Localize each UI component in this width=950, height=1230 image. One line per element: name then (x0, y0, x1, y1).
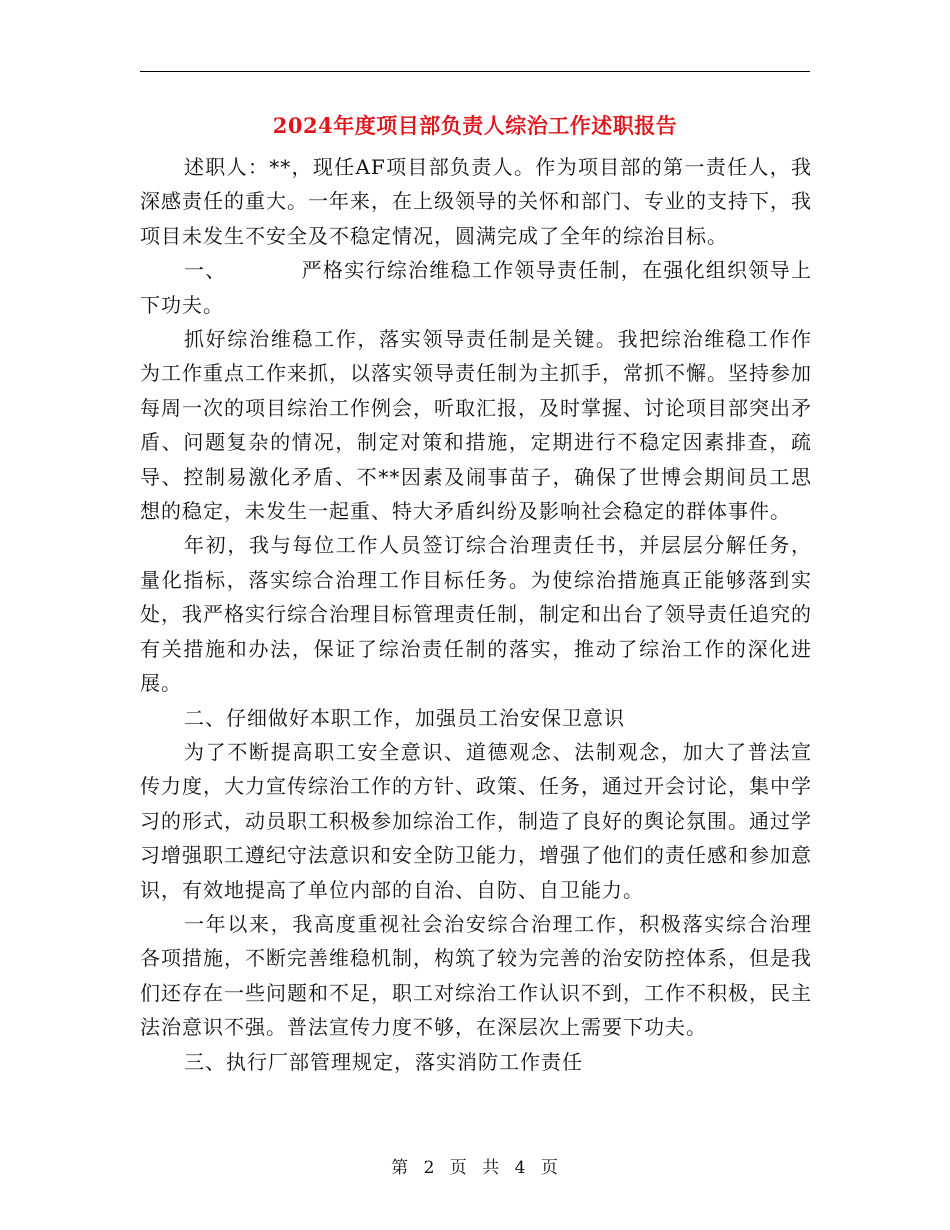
paragraph-intro: 述职人：**，现任AF项目部负责人。作为项目部的第一责任人，我深感责任的重大。一年来，在上级领导的关怀和部门、专业的支持下，我项目未发生不安全及不稳定情况，圆满完成了全年的综治目标。 (140, 155, 812, 248)
heading-section-2: 二、仔细做好本职工作，加强员工治安保卫意识 (184, 705, 625, 730)
paragraph-leadership: 抓好综治维稳工作，落实领导责任制是关键。我把综治维稳工作作为工作重点工作来抓，以落实领导责任制为主抓手，常抓不懈。坚持参加每周一次的项目综治工作例会，听取汇报，及时掌握、讨论项目部突出矛盾、问题复杂的情况，制定对策和措施，定期进行不稳定因素排查，疏导、控制易激化矛盾、不**因素及闹事苗子，确保了世博会期间员工思想的稳定，未发生一起重、特大矛盾纠纷及影响社会稳定的群体事件。 (140, 327, 812, 524)
document-title: 2024年度项目部负责人综治工作述职报告 (272, 113, 678, 138)
paragraph-awareness: 为了不断提高职工安全意识、道德观念、法制观念，加大了普法宣传力度，大力宣传综治工作的方针、政策、任务，通过开会讨论，集中学习的形式，动员职工积极参加综治工作，制造了良好的舆论氛围。通过学习增强职工遵纪守法意识和安全防卫能力，增强了他们的责任感和参加意识，有效地提高了单位内部的自治、自防、自卫能力。 (140, 739, 812, 902)
paragraph-summary: 一年以来，我高度重视社会治安综合治理工作，积极落实综合治理各项措施，不断完善维稳机制，构筑了较为完善的治安防控体系，但是我们还存在一些问题和不足，职工对综治工作认识不到，工作不积极，民主法治意识不强。普法宣传力度不够，在深层次上需要下功夫。 (140, 911, 812, 1040)
footer-suffix: 页 (540, 1158, 559, 1178)
footer-total-word: 共 (482, 1158, 501, 1178)
heading-section-3: 三、执行厂部管理规定，落实消防工作责任 (184, 1049, 583, 1074)
document-body (140, 150, 812, 1079)
header-rule (140, 71, 810, 72)
footer-page-word: 页 (449, 1158, 468, 1178)
heading-section-1: 一、 严格实行综治维稳工作领导责任制，在强化组织领导上下功夫。 (140, 258, 812, 317)
footer-total-pages: 4 (514, 1158, 527, 1178)
footer-prefix: 第 (391, 1158, 410, 1178)
paragraph-responsibility: 年初，我与每位工作人员签订综合治理责任书，并层层分解任务，量化指标，落实综合治理工作目标任务。为使综治措施真正能够落到实处，我严格实行综合治理目标管理责任制，制定和出台了领导责任追究的有关措施和办法，保证了综治责任制的落实，推动了综治工作的深化进展。 (140, 533, 812, 696)
footer-current-page: 2 (423, 1158, 436, 1178)
page-footer (0, 1153, 950, 1178)
